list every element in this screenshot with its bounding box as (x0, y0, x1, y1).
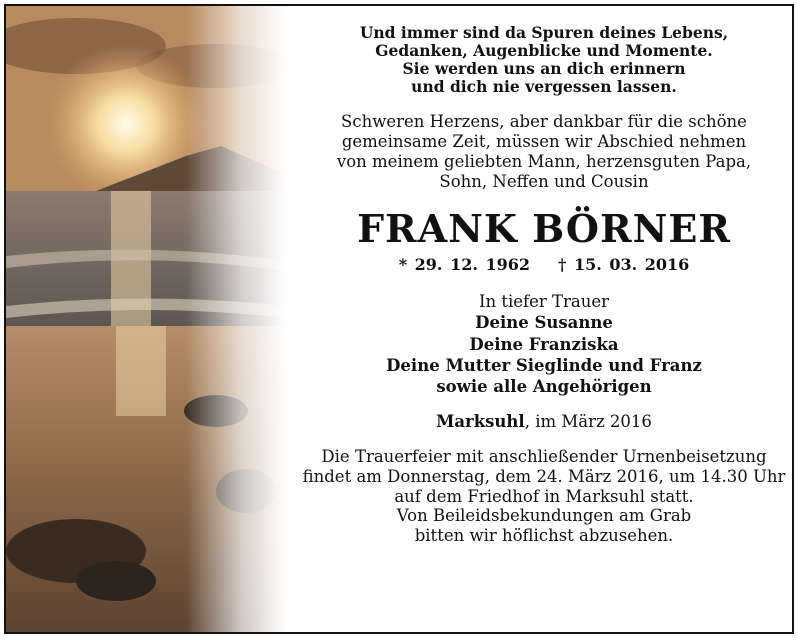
birth-date: * 29. 12. 1962 (398, 255, 530, 275)
verse-line: Gedanken, Augenblicke und Momente. (375, 40, 713, 60)
mourner: Deine Susanne (475, 313, 613, 333)
mourners-list (296, 275, 792, 398)
obituary-text (296, 6, 792, 546)
verse-line: und dich nie vergessen lassen. (411, 76, 677, 96)
mourner: sowie alle Angehörigen (436, 377, 652, 397)
farewell-intro (296, 96, 792, 193)
place-date: , im März 2016 (524, 411, 652, 431)
intro-line: Schweren Herzens, aber dankbar für die schöne (341, 111, 747, 131)
verse-line: Und immer sind da Spuren deines Lebens, (359, 23, 729, 42)
mourner: Deine Mutter Sieglinde und Franz (386, 356, 702, 376)
memorial-verse (296, 6, 792, 96)
place-name: Marksuhl (436, 411, 525, 431)
verse-line: Sie werden uns an dich erinnern (402, 58, 686, 78)
notice-line: Von Beileidsbekundungen am Grab (396, 506, 692, 526)
obituary-notice (4, 4, 794, 634)
mourning-intro: In tiefer Trauer (478, 291, 610, 311)
death-date: † 15. 03. 2016 (558, 255, 690, 275)
intro-line: von meinem geliebten Mann, herzensguten Papa, (336, 152, 752, 172)
notice-line: bitten wir höflichst abzusehen. (414, 526, 674, 546)
place-and-date (296, 398, 792, 431)
notice-line: findet am Donnerstag, dem 24. März 2016, um 14.30 Uhr (302, 466, 786, 486)
intro-line: Sohn, Neffen und Cousin (439, 172, 649, 192)
mourner: Deine Franziska (469, 334, 619, 354)
notice-line: auf dem Friedhof in Marksuhl statt. (394, 486, 694, 506)
life-dates (296, 250, 792, 275)
notice-line: Die Trauerfeier mit anschließender Urnenbeisetzung (321, 447, 767, 467)
deceased-name: FRANK BÖRNER (357, 206, 731, 252)
funeral-notice (296, 431, 792, 546)
intro-line: gemeinsame Zeit, müssen wir Abschied nehmen (341, 132, 747, 151)
photo-fade (186, 6, 286, 632)
